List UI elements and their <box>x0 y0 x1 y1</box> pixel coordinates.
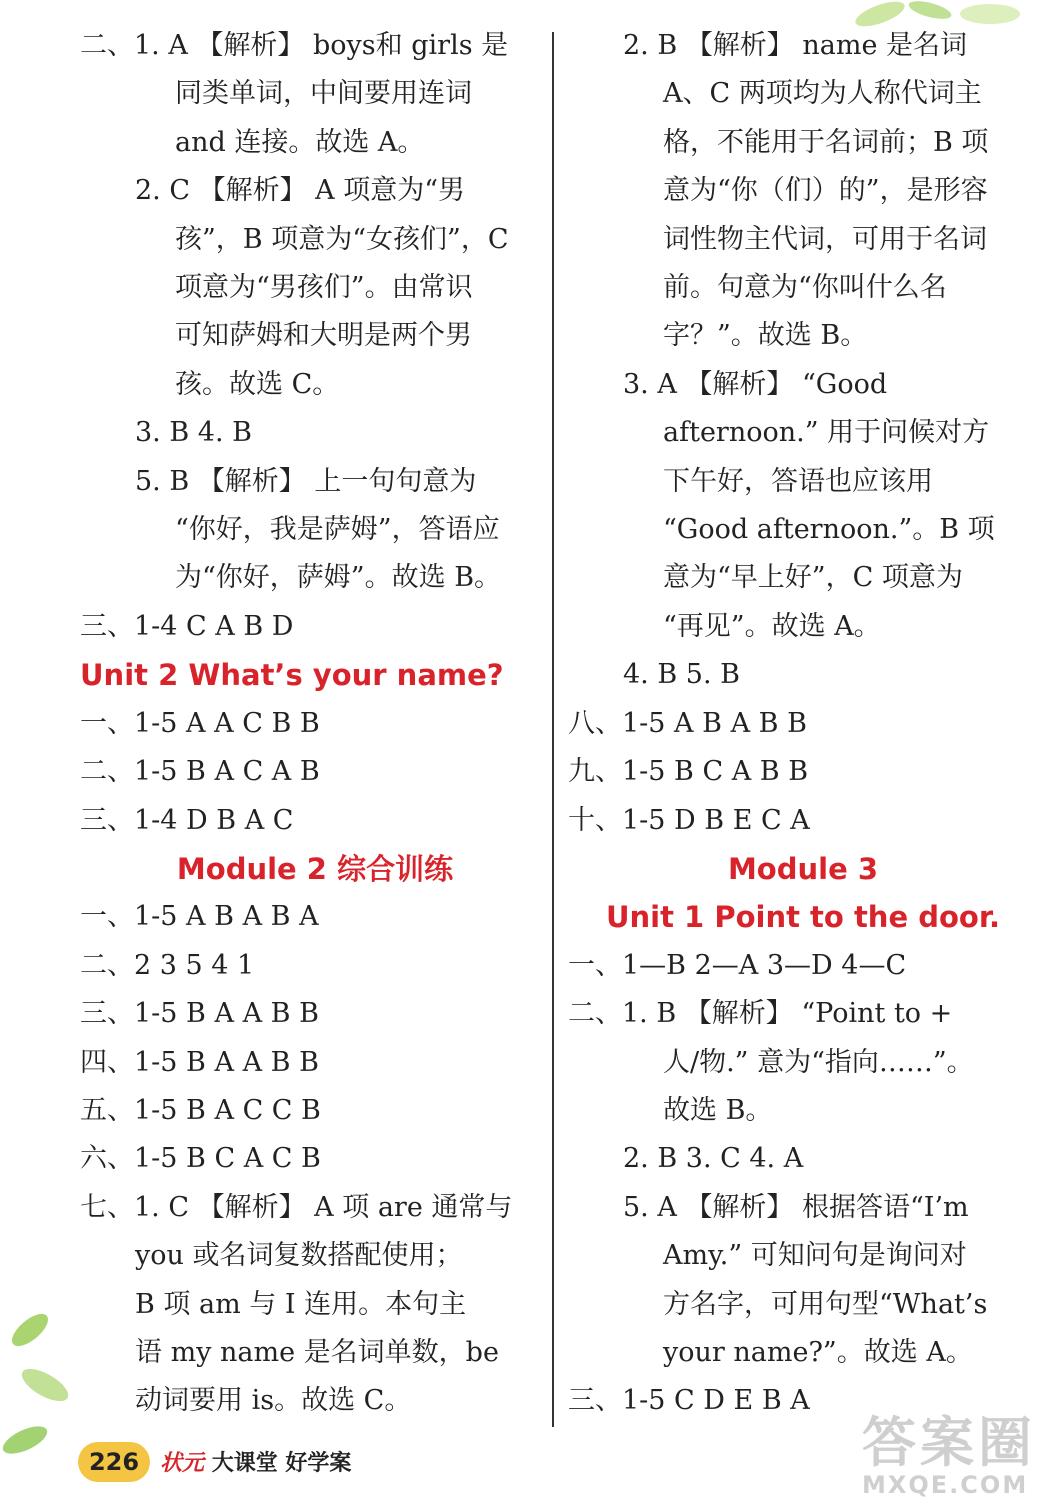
left-answer-line: 二、1. A 【解析】 boys和 girls 是 <box>80 30 509 61</box>
brand-name-black: 大课堂 好学案 <box>211 1451 352 1476</box>
left-column <box>80 22 550 1426</box>
left-answer-line: 三、1-5 B A A B B <box>80 998 319 1030</box>
right-answer-line: 意为“你（们）的”，是形容 <box>663 175 988 207</box>
left-answer-line: 五、1-5 B A C C B <box>80 1094 321 1126</box>
right-answer-line: 一、1—B 2—A 3—D 4—C <box>568 949 907 981</box>
right-answer-line: 4. B 5. B <box>623 659 740 691</box>
right-answer-line: A、C 两项均为人称代词主 <box>663 78 982 110</box>
left-answer-line: 一、1-5 A A C B B <box>80 707 320 739</box>
right-answer-line: afternoon.” 用于问候对方 <box>663 417 990 449</box>
brand-logo <box>160 1446 351 1477</box>
left-answer-line: 三、1-4 D B A C <box>80 804 294 836</box>
right-answer-line: 人/物.” 意为“指向……”。 <box>663 1046 974 1078</box>
right-answer-line: “Good afternoon.”。B 项 <box>663 514 995 546</box>
left-answer-line: 七、1. C 【解析】 A 项 are 通常与 <box>80 1191 513 1223</box>
left-answer-line: 5. B 【解析】 上一句句意为 <box>135 465 477 497</box>
right-answer-line: 二、1. B 【解析】 “Point to + <box>568 998 953 1030</box>
left-answer-line: 四、1-5 B A A B B <box>80 1046 319 1078</box>
right-answer-line: 字？”。故选 B。 <box>663 320 868 352</box>
left-answer-line: B 项 am 与 I 连用。本句主 <box>135 1288 467 1320</box>
right-answer-line: Amy.” 可知问句是询问对 <box>663 1240 967 1272</box>
leaf-decoration-bottom-icon <box>0 1290 80 1490</box>
right-answer-line: “再见”。故选 A。 <box>663 610 881 642</box>
right-answer-line: 九、1-5 B C A B B <box>568 756 809 788</box>
right-answer-line: 前。句意为“你叫什么名 <box>663 272 947 304</box>
left-answer-line: Unit 2 What’s your name? <box>80 658 504 693</box>
right-answer-line: 十、1-5 D B E C A <box>568 804 810 836</box>
left-answer-line: 二、2 3 5 4 1 <box>80 949 255 981</box>
right-answer-line: 5. A 【解析】 根据答语“I’m <box>623 1191 969 1223</box>
right-answer-line: 故选 B。 <box>663 1094 773 1126</box>
right-answer-line: 3. A 【解析】 “Good <box>623 368 888 400</box>
right-answer-line: 八、1-5 A B A B B <box>568 707 807 739</box>
right-answer-line: Module 3 <box>727 851 879 886</box>
page-number: 226 <box>78 1442 150 1482</box>
right-answer-line: 方名字，可用句型“What’s <box>663 1288 988 1320</box>
right-answer-line: 2. B 3. C 4. A <box>623 1143 804 1175</box>
brand-name-red: 状元 <box>160 1451 205 1476</box>
right-column <box>568 22 1038 1426</box>
left-answer-line: 二、1-5 B A C A B <box>80 756 320 788</box>
left-answer-line: 一、1-5 A B A B A <box>80 901 319 933</box>
left-answer-line: 孩”，B 项意为“女孩们”，C <box>175 223 509 255</box>
left-answer-line: 项意为“男孩们”。由常识 <box>175 272 473 304</box>
watermark-title: 答案圈 <box>862 1411 1036 1474</box>
left-answer-line: you 或名词复数搭配使用； <box>135 1240 463 1272</box>
left-answer-line: and 连接。故选 A。 <box>175 126 425 158</box>
left-answer-line: 动词要用 is。故选 C。 <box>135 1385 412 1417</box>
right-answer-line: Unit 1 Point to the door. <box>605 900 1001 935</box>
right-answer-line: 三、1-5 C D E B A <box>568 1385 810 1417</box>
left-answer-line: 3. B 4. B <box>135 417 252 449</box>
column-divider <box>552 32 554 1427</box>
right-answer-line: 下午好，答语也应该用 <box>663 465 933 497</box>
right-answer-line: 意为“早上好”，C 项意为 <box>663 562 963 594</box>
right-answer-line: 2. B 【解析】 name 是名词 <box>623 30 967 61</box>
watermark <box>862 1400 1036 1499</box>
left-answer-line: 2. C 【解析】 A 项意为“男 <box>135 175 466 207</box>
right-answer-line: your name?”。故选 A。 <box>663 1336 973 1368</box>
left-answer-line: 为“你好，萨姆”。故选 B。 <box>175 562 502 594</box>
left-answer-line: “你好，我是萨姆”，答语应 <box>175 514 500 546</box>
left-answer-line: 孩。故选 C。 <box>175 368 340 400</box>
left-answer-line: 同类单词，中间要用连词 <box>175 78 472 110</box>
left-answer-line: Module 2 综合训练 <box>176 851 454 886</box>
right-answer-line: 格，不能用于名词前；B 项 <box>663 126 989 158</box>
left-answer-line: 六、1-5 B C A C B <box>80 1143 321 1175</box>
right-answer-line: 词性物主代词，可用于名词 <box>663 223 987 255</box>
left-answer-line: 三、1-4 C A B D <box>80 610 294 642</box>
left-answer-line: 语 my name 是名词单数，be <box>135 1336 499 1368</box>
watermark-url: MXQE.COM <box>862 1471 1029 1499</box>
left-answer-line: 可知萨姆和大明是两个男 <box>175 320 472 352</box>
